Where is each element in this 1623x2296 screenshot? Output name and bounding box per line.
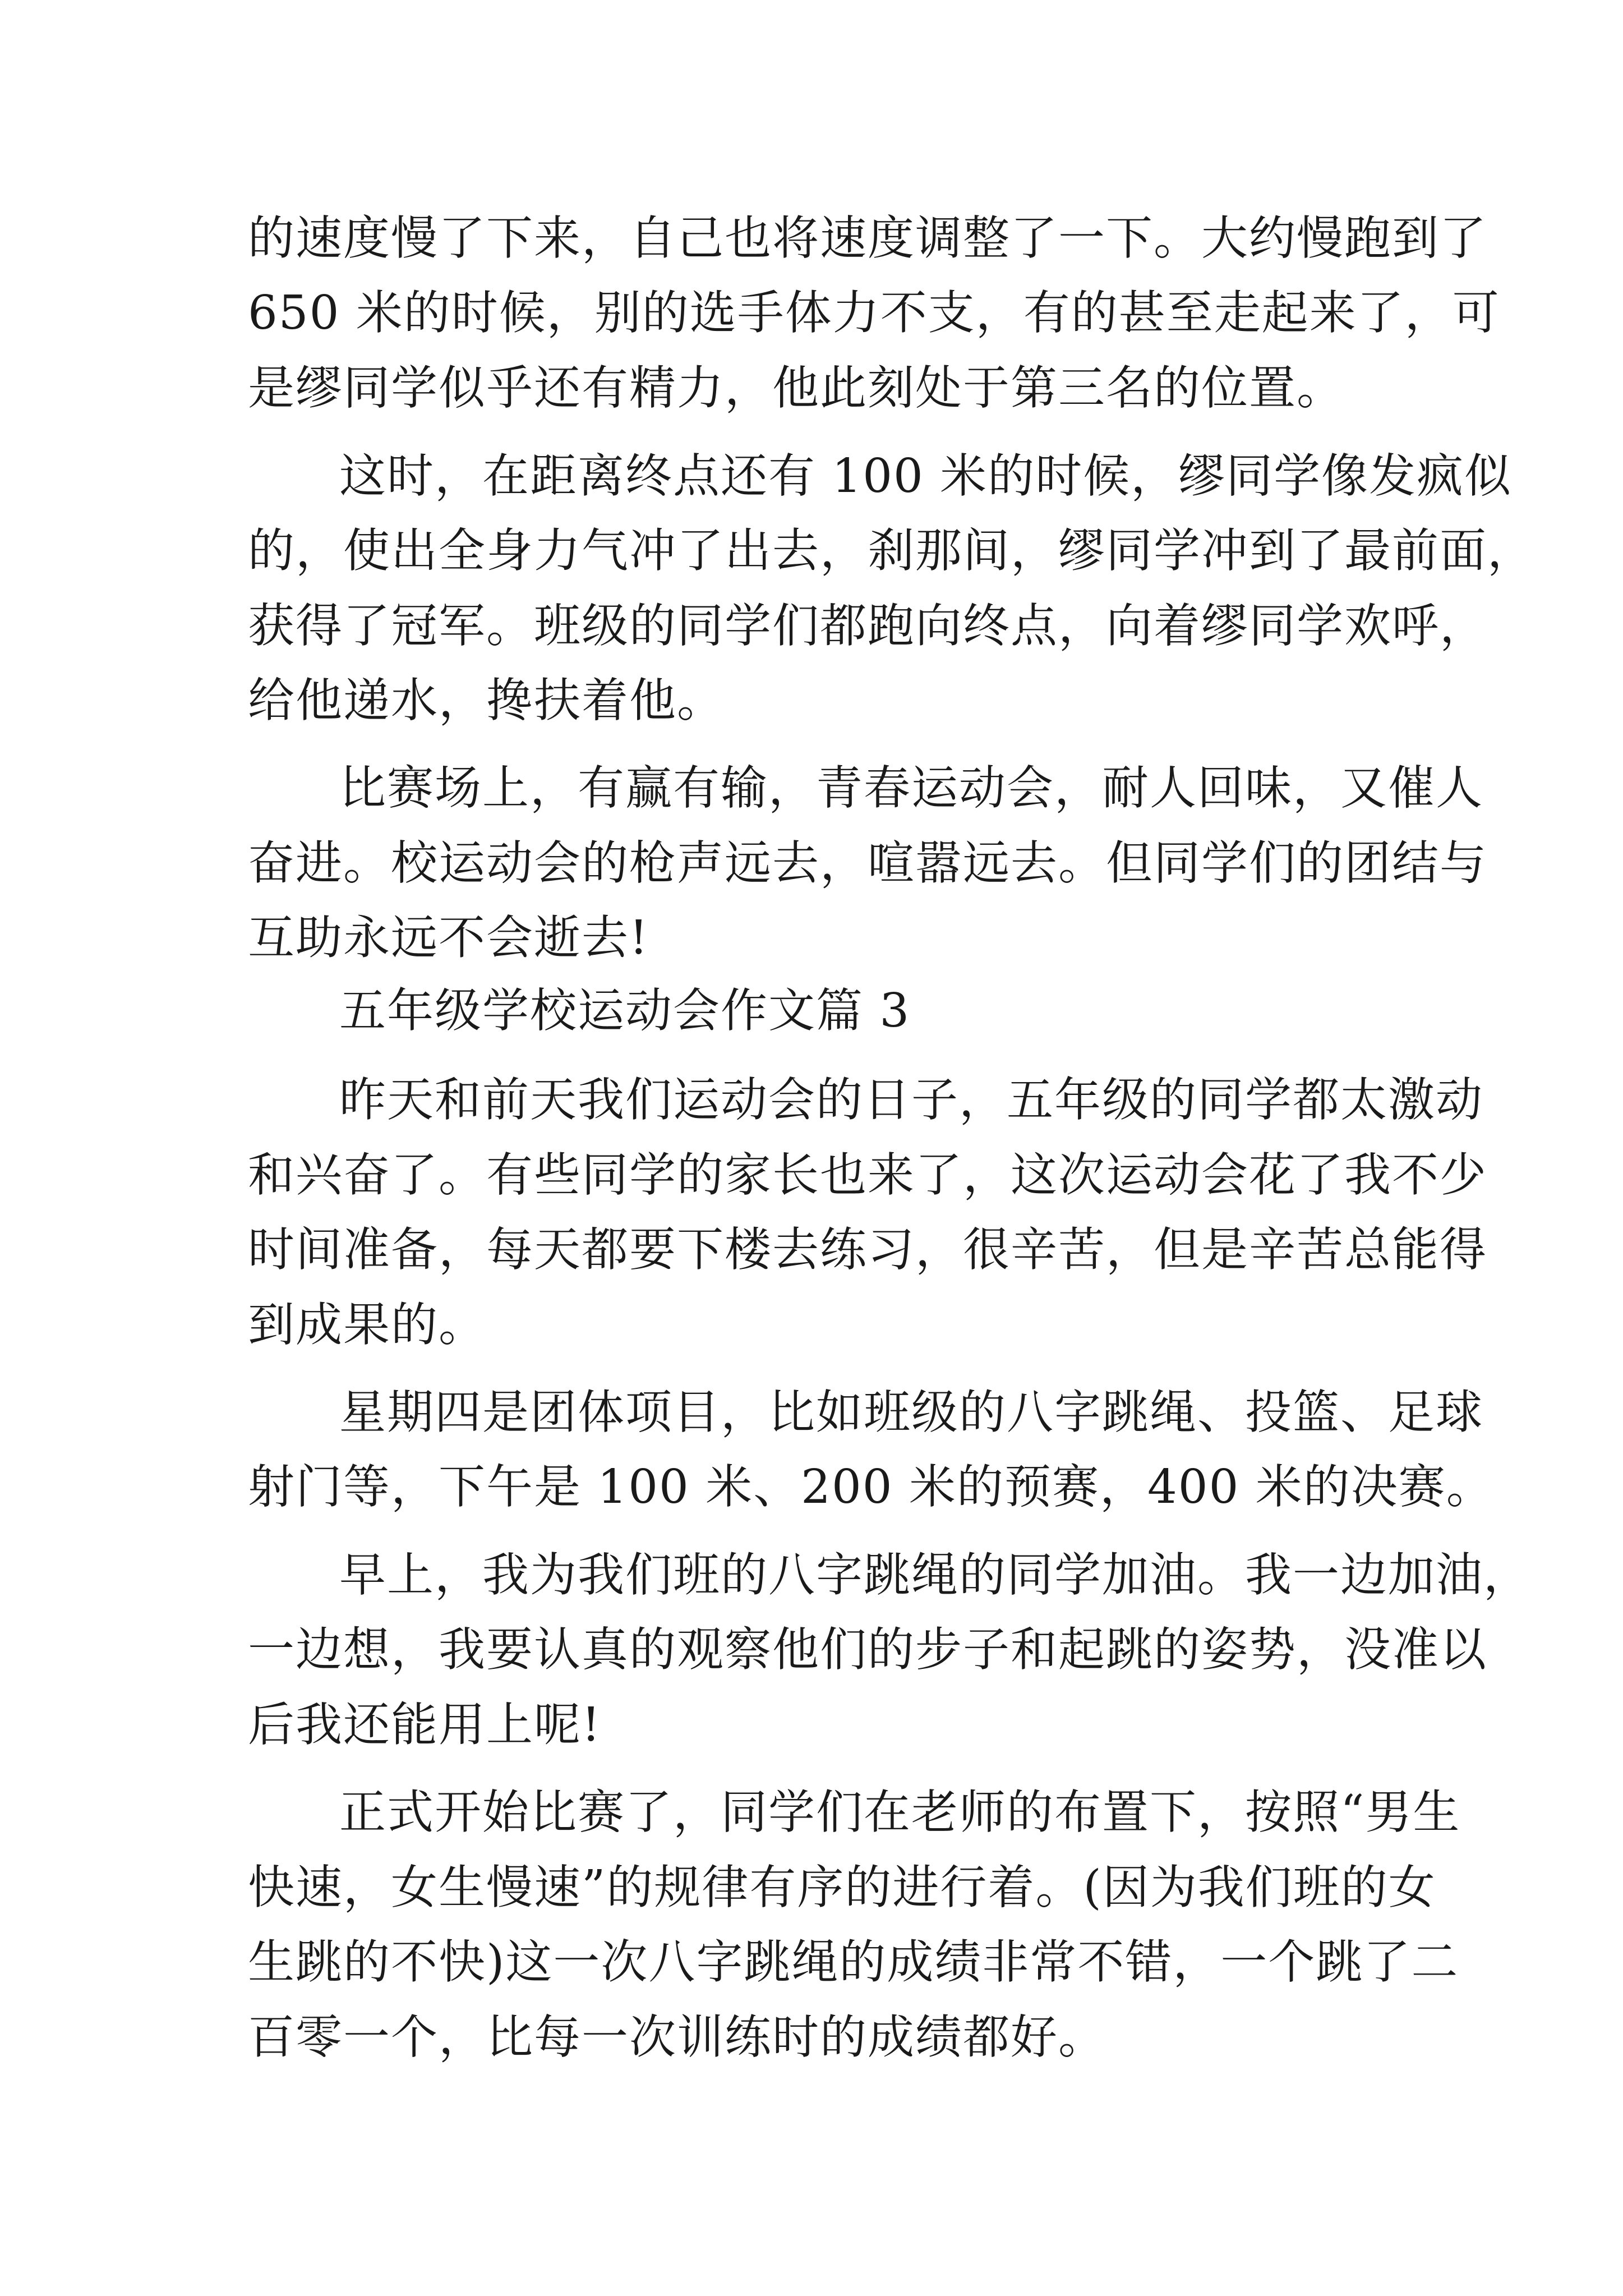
text-line: 快速，女生慢速”的规律有序的进行着。(因为我们班的女 xyxy=(248,1860,1436,1915)
paragraph-first-line: 这时，在距离终点还有 100 米的时候，缪同学像发疯似 xyxy=(339,449,1513,503)
text-line: 的，使出全身力气冲了出去，刹那间，缪同学冲到了最前面， xyxy=(248,523,1535,578)
text-line: 和兴奋了。有些同学的家长也来了，这次运动会花了我不少 xyxy=(248,1148,1487,1202)
text-line: 是缪同学似乎还有精力，他此刻处于第三名的位置。 xyxy=(248,361,1344,415)
paragraph-first-line: 星期四是团体项目，比如班级的八字跳绳、投篮、足球 xyxy=(339,1385,1483,1439)
text-line: 奋进。校运动会的枪声远去，喧嚣远去。但同学们的团结与 xyxy=(248,836,1487,890)
text-line: 射门等，下午是 100 米、200 米的预赛，400 米的决赛。 xyxy=(248,1460,1494,1514)
text-line: 互助永远不会逝去! xyxy=(248,910,649,965)
paragraph-first-line: 早上，我为我们班的八字跳绳的同学加油。我一边加油， xyxy=(339,1548,1531,1602)
paragraph-first-line: 比赛场上，有赢有输，青春运动会，耐人回味，又催人 xyxy=(339,761,1483,815)
paragraph-first-line: 正式开始比赛了，同学们在老师的布置下，按照“男生 xyxy=(339,1785,1461,1839)
text-line: 生跳的不快)这一次八字跳绳的成绩非常不错，一个跳了二 xyxy=(248,1935,1459,1989)
text-line: 后我还能用上呢! xyxy=(248,1697,602,1752)
text-line: 获得了冠军。班级的同学们都跑向终点，向着缪同学欢呼， xyxy=(248,599,1487,653)
text-line: 时间准备，每天都要下楼去练习，很辛苦，但是辛苦总能得 xyxy=(248,1222,1487,1277)
paragraph-first-line: 昨天和前天我们运动会的日子，五年级的同学都太激动 xyxy=(339,1073,1483,1127)
text-line: 百零一个，比每一次训练时的成绩都好。 xyxy=(248,2010,1106,2064)
text-line: 的速度慢了下来，自己也将速度调整了一下。大约慢跑到了 xyxy=(248,211,1487,265)
text-line: 650 米的时候，别的选手体力不支，有的甚至走起来了，可 xyxy=(248,286,1500,340)
text-line: 到成果的。 xyxy=(248,1297,486,1352)
text-line: 一边想，我要认真的观察他们的步子和起跳的姿势，没准以 xyxy=(248,1622,1487,1677)
section-title: 五年级学校运动会作文篇 3 xyxy=(339,983,911,1038)
text-line: 给他递水，搀扶着他。 xyxy=(248,673,725,728)
